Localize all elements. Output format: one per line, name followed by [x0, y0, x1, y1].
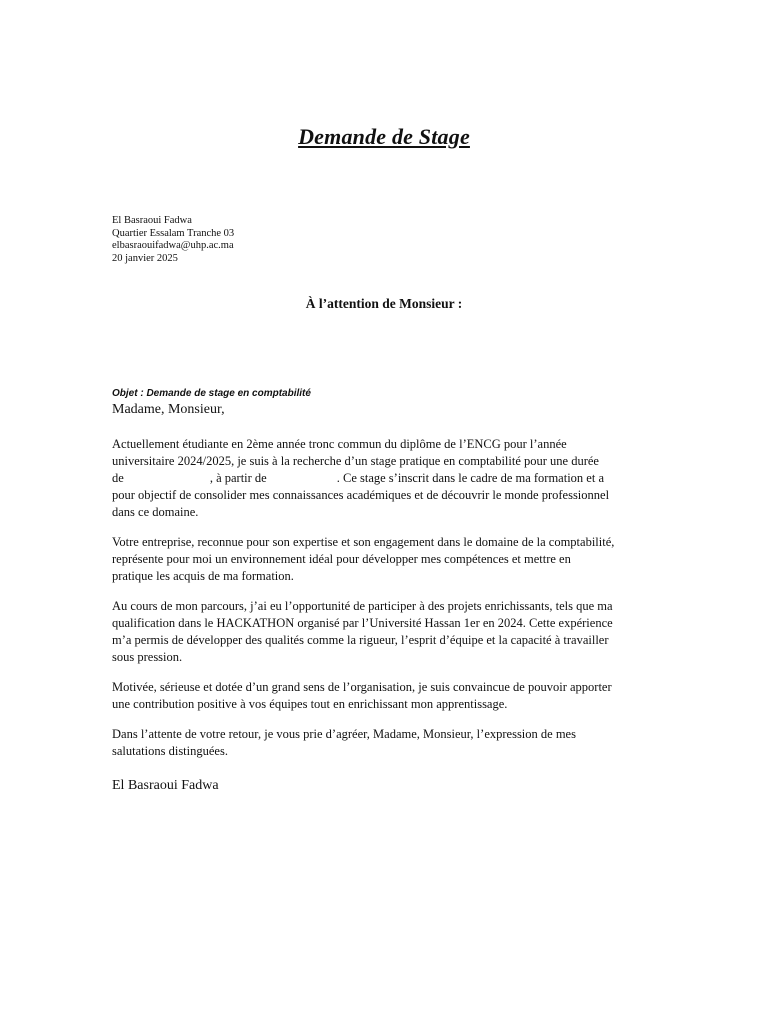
text-line: représente pour moi un environnement idéal pour développer mes compétences et mettre en [112, 552, 571, 566]
text-line: Dans l’attente de votre retour, je vous prie d’agréer, Madame, Monsieur, l’expression de mes [112, 727, 576, 741]
text-line: Motivée, sérieuse et dotée d’un grand sens de l’organisation, je suis convaincue de pouvoir apporter [112, 680, 612, 694]
paragraph-2 [112, 534, 662, 585]
subject-line: Objet : Demande de stage en comptabilité [112, 388, 311, 399]
text-line: Au cours de mon parcours, j’ai eu l’opportunité de participer à des projets enrichissants, tels que ma [112, 599, 613, 613]
paragraph-5 [112, 726, 662, 760]
text-line-with-blanks [112, 470, 662, 487]
letter-body [112, 436, 662, 773]
attention-line: À l’attention de Monsieur : [305, 296, 463, 311]
sender-block [112, 215, 234, 265]
text-line: salutations distinguées. [112, 744, 228, 758]
text-line: qualification dans le HACKATHON organisé par l’Université Hassan 1er en 2024. Cette expérience [112, 616, 613, 630]
sender-name: El Basraoui Fadwa [112, 215, 192, 226]
text-fragment: . Ce stage s’inscrit dans le cadre de ma formation et a [336, 471, 604, 485]
page-title: Demande de Stage [298, 124, 470, 149]
text-line: une contribution positive à vos équipes tout en enrichissant mon apprentissage. [112, 697, 508, 711]
text-line: Votre entreprise, reconnue pour son expertise et son engagement dans le domaine de la comptabilité, [112, 535, 615, 549]
paragraph-4 [112, 679, 662, 713]
text-line: sous pression. [112, 650, 183, 664]
text-fragment: de [112, 471, 124, 485]
salutation: Madame, Monsieur, [112, 402, 225, 417]
sender-email: elbasraouifadwa@uhp.ac.ma [112, 240, 234, 251]
paragraph-3 [112, 598, 662, 666]
text-line: pour objectif de consolider mes connaissances académiques et de découvrir le monde professionnel [112, 488, 610, 502]
sender-address: Quartier Essalam Tranche 03 [112, 227, 235, 239]
text-line: Actuellement étudiante en 2ème année tronc commun du diplôme de l’ENCG pour l’année [112, 437, 567, 451]
text-line: dans ce domaine. [112, 505, 199, 519]
text-line: m’a permis de développer des qualités comme la rigueur, l’esprit d’équipe et la capacité à travailler [112, 633, 609, 647]
text-line: universitaire 2024/2025, je suis à la recherche d’un stage pratique en comptabilité pour une durée [112, 454, 599, 468]
text-line: pratique les acquis de ma formation. [112, 569, 294, 583]
text-fragment: , à partir de [209, 471, 267, 485]
paragraph-1 [112, 436, 662, 521]
letter-date: 20 janvier 2025 [112, 252, 178, 264]
signature-name: El Basraoui Fadwa [112, 778, 219, 793]
